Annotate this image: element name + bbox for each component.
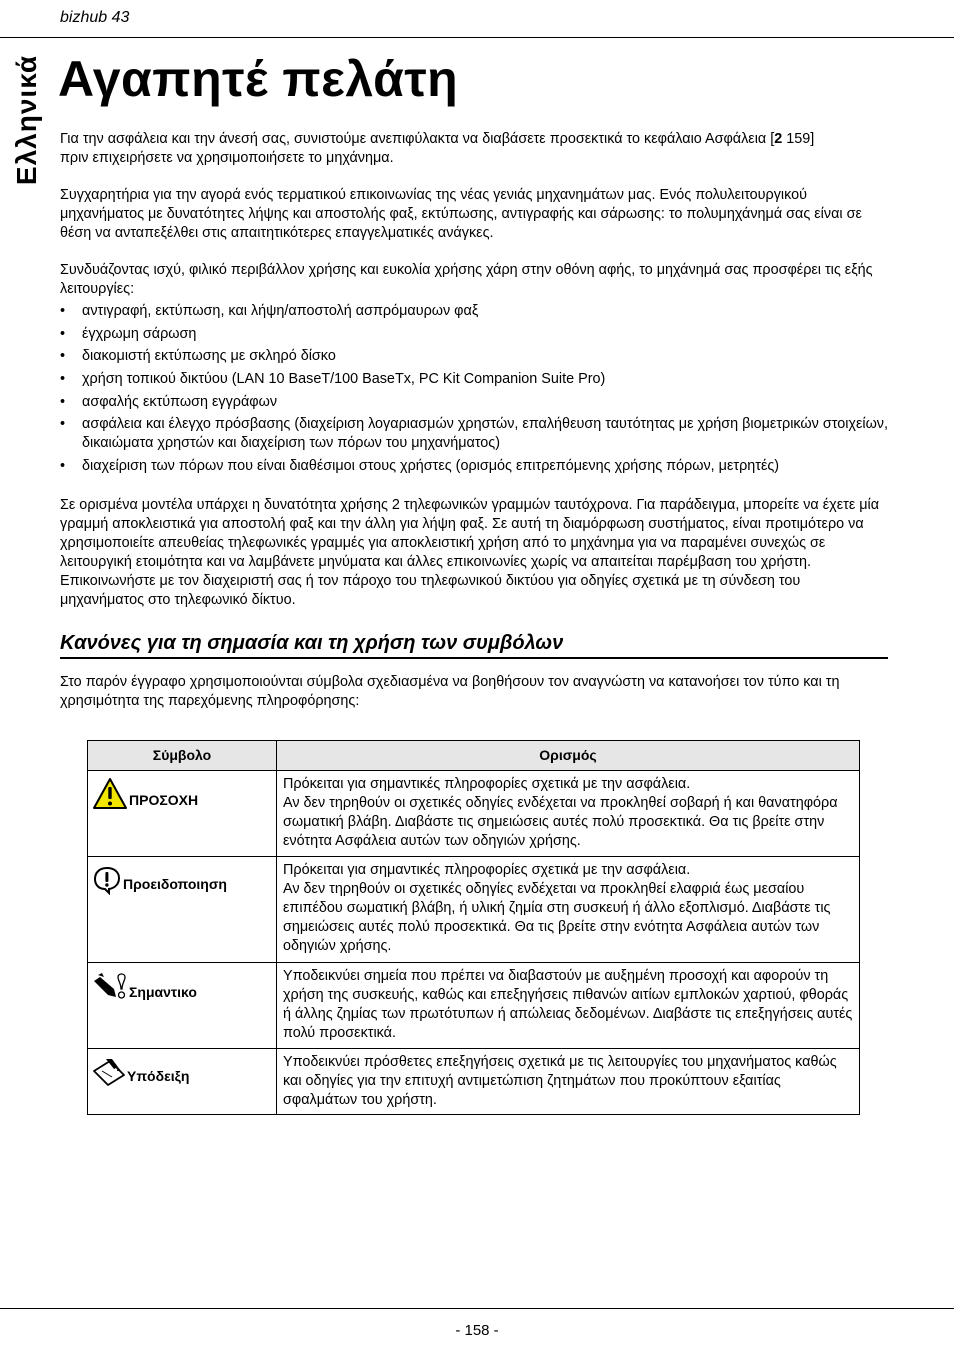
intro-paragraph-2: Συγχαρητήρια για την αγορά ενός τερματικού επικοινωνίας της νέας γενιάς μηχανημάτων μας. Ενός πολυλειτουργικού μηχανήματος με δυνατότητες λήψης και αποστολής φαξ, εκτύπωσης, αντιγραφής και σάρωσης: το πολυμηχάνημά σας είναι σε θέση να ανταπεξέλθει στις απαιτητικότερες επαγγελματικές ανάγκες. bbox=[60, 187, 862, 241]
list-item: • ασφαλής εκτύπωση εγγράφων bbox=[60, 393, 888, 412]
safety-ref-number[interactable]: 2 bbox=[774, 131, 783, 147]
column-header-symbol: Σύμβολο bbox=[88, 741, 277, 771]
list-item: • αντιγραφή, εκτύπωση, και λήψη/αποστολή ασπρόμαυρων φαξ bbox=[60, 302, 888, 321]
symbol-label-tip: Υπόδειξη bbox=[127, 1068, 190, 1084]
intro-paragraph-3: Συνδυάζοντας ισχύ, φιλικό περιβάλλον χρήσης και ευκολία χρήσης χάρη στην οθόνη αφής, το μηχάνημά σας προσφέρει τις εξής λειτουργίες: bbox=[60, 262, 873, 297]
language-side-tab-label: Ελληνικά bbox=[11, 54, 43, 186]
list-item: • διακομιστή εκτύπωσης με σκληρό δίσκο bbox=[60, 347, 888, 366]
safety-ref-page[interactable]: 159] bbox=[782, 131, 815, 147]
definition-cell: Πρόκειται για σημαντικές πληροφορίες σχετικά με την ασφάλεια. Αν δεν τηρηθούν οι σχετικές οδηγίες ενδέχεται να προκληθεί σοβαρή ή και θανατηφόρα σωματική βλάβη. Διαβάστε τις σημειώσεις αυτές πολύ προσεκτικά. Θα τις βρείτε στην ενότητα Ασφάλεια αυτών των οδηγιών χρήσης. bbox=[277, 771, 860, 857]
symbol-label-caution: ΠΡΟΣΟΧΗ bbox=[129, 792, 199, 808]
symbol-label-warning: Προειδοποιηση bbox=[123, 876, 227, 892]
table-row bbox=[88, 771, 860, 857]
important-hand-icon bbox=[92, 971, 128, 1003]
note-pencil-icon bbox=[92, 1057, 126, 1087]
language-side-tab bbox=[11, 54, 43, 186]
symbol-cell bbox=[88, 963, 277, 1049]
symbol-cell bbox=[88, 857, 277, 963]
column-header-definition: Ορισμός bbox=[277, 741, 860, 771]
table-row bbox=[88, 1049, 860, 1115]
section-intro: Στο παρόν έγγραφο χρησιμοποιούνται σύμβολα σχεδιασμένα να βοηθήσουν τον αναγνώστη να κατανοήσει τον τύπο και τη χρησιμότητα της παρεχόμενης πληροφόρησης: bbox=[60, 673, 840, 709]
header-rule bbox=[0, 37, 954, 38]
symbols-table bbox=[87, 740, 860, 1115]
definition-cell: Πρόκειται για σημαντικές πληροφορίες σχετικά με την ασφάλεια. Αν δεν τηρηθούν οι σχετικές οδηγίες ενδέχεται να προκληθεί ελαφριά έως μεσαίου επιπέδου σωματική βλάβη, ή υλική ζημία στη συσκευή ή άλλο εξοπλισμό. Διαβάστε τις σημειώσεις αυτές πολύ προσεκτικά. Θα τις βρείτε στην ενότητα Ασφάλεια αυτών των οδηγιών χρήσης. bbox=[277, 857, 860, 963]
footer-rule bbox=[0, 1308, 954, 1309]
symbol-cell bbox=[88, 1049, 277, 1115]
section-heading: Κανόνες για τη σημασία και τη χρήση των συμβόλων bbox=[60, 634, 888, 659]
feature-list bbox=[60, 302, 888, 476]
list-item: • ασφάλεια και έλεγχο πρόσβασης (διαχείριση λογαριασμών χρηστών, επαλήθευση ταυτότητας με χρήση βιομετρικών στοιχείων, δικαιώματα χρηστών και διαχείριση των πόρων του μηχανήματος) bbox=[60, 415, 888, 453]
intro-paragraph-4: Σε ορισμένα μοντέλα υπάρχει η δυνατότητα χρήσης 2 τηλεφωνικών γραμμών ταυτόχρονα. Για παράδειγμα, μπορείτε να έχετε μία γραμμή αποκλειστικά για αποστολή φαξ και την άλλη για λήψη φαξ. Σε αυτή τη διαμόρφωση συστήματος, είναι προτιμότερο να χρησιμοποιείτε απευθείας τηλεφωνικές γραμμές για αποκλειστική χρήση από το μηχάνημα για να παραμένει συνεχώς σε λειτουργική ετοιμότητα και να λαμβάνετε μηνύματα και άλλες επικοινωνίες χωρίς να απαιτείται παρέμβαση του χρήστη. Επικοινωνήστε με τον διαχειριστή σας ή τον πάροχο του τηλεφωνικού δικτύου για οδηγίες σχετικά με τη σύνδεση του μηχανήματος στο τηλεφωνικό δίκτυο. bbox=[60, 496, 880, 608]
header-model: bizhub 43 bbox=[60, 9, 130, 26]
table-row bbox=[88, 963, 860, 1049]
warning-triangle-icon bbox=[92, 777, 128, 811]
table-header-row bbox=[88, 741, 860, 771]
list-item: • διαχείριση των πόρων που είναι διαθέσιμοι στους χρήστες (ορισμός επιτρεπόμενης χρήσης πόρων, μετρητές) bbox=[60, 457, 888, 476]
symbol-label-important: Σημαντικο bbox=[129, 984, 197, 1000]
caution-exclamation-icon bbox=[92, 865, 122, 895]
intro-paragraph-1: Για την ασφάλεια και την άνεσή σας, συνιστούμε ανεπιφύλακτα να διαβάσετε προσεκτικά το κεφάλαιο Ασφάλεια [2 159] πριν επιχειρήσετε να χρησιμοποιήσετε το μηχάνημα. bbox=[60, 131, 815, 166]
definition-cell: Υποδεικνύει πρόσθετες επεξηγήσεις σχετικά με τις λειτουργίες του μηχανήματος καθώς και οδηγίες για την επιτυχή αντιμετώπιση ζητημάτων που προκύπτουν εξαιτίας σφαλμάτων του χρήστη. bbox=[277, 1049, 860, 1115]
page-number: - 158 - bbox=[455, 1322, 499, 1339]
list-item: • χρήση τοπικού δικτύου (LAN 10 BaseT/100 BaseTx, PC Kit Companion Suite Pro) bbox=[60, 370, 888, 389]
list-item: • έγχρωμη σάρωση bbox=[60, 325, 888, 344]
table-row bbox=[88, 857, 860, 963]
symbol-cell bbox=[88, 771, 277, 857]
definition-cell: Υποδεικνύει σημεία που πρέπει να διαβαστούν με αυξημένη προσοχή και αφορούν τη χρήση της συσκευής, καθώς και επεξηγήσεις πιθανών αιτίων εμπλοκών χαρτιού, φθοράς ή άλλης ζημίας των πρωτότυπων ή απώλειας δεδομένων. Διαβάστε τις επεξηγήσεις αυτές πολύ προσεκτικά. bbox=[277, 963, 860, 1049]
page-title: Αγαπητέ πελάτη bbox=[58, 51, 459, 107]
page-content bbox=[60, 130, 888, 711]
